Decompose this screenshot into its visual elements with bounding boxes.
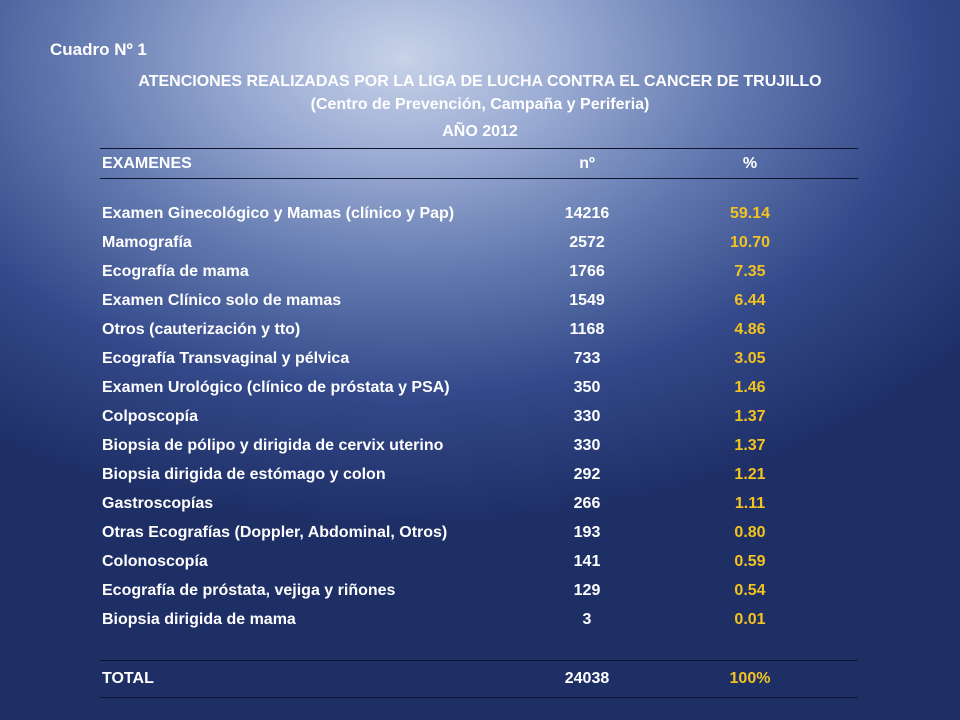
exam-percent: 4.86 (734, 320, 766, 338)
exam-percent: 3.05 (734, 349, 766, 367)
table-row (100, 286, 858, 315)
table-row (100, 199, 858, 228)
table-year: AÑO 2012 (442, 123, 518, 140)
table-row (100, 344, 858, 373)
table-row (100, 489, 858, 518)
table-title: ATENCIONES REALIZADAS POR LA LIGA DE LUCHA CONTRA EL CANCER DE TRUJILLO (138, 73, 822, 90)
exam-name: Examen Clínico solo de mamas (102, 291, 342, 309)
exam-name: Biopsia de pólipo y dirigida de cervix uterino (102, 436, 444, 454)
exam-count: 330 (573, 436, 601, 454)
exam-percent: 1.37 (734, 436, 766, 454)
exam-count: 292 (573, 465, 601, 483)
exam-name: Otros (cauterización y tto) (102, 320, 301, 338)
table-subtitle: (Centro de Prevención, Campaña y Periferia) (310, 96, 650, 113)
exam-count: 2572 (569, 233, 605, 251)
exam-percent: 10.70 (729, 233, 771, 251)
exam-name: Examen Ginecológico y Mamas (clínico y Pap) (102, 204, 455, 222)
table-row (100, 431, 858, 460)
header-exams: EXAMENES (100, 149, 532, 179)
exam-name: Otras Ecografías (Doppler, Abdominal, Otros) (102, 523, 448, 541)
header-percent: % (642, 149, 858, 179)
exam-name: Ecografía de próstata, vejiga y riñones (102, 581, 396, 599)
exam-count: 24038 (532, 661, 642, 698)
exam-count: 1766 (569, 262, 605, 280)
table-row (100, 402, 858, 431)
total-row (100, 661, 858, 698)
exam-name: Biopsia dirigida de mama (102, 610, 296, 628)
table-row (100, 518, 858, 547)
exam-name: TOTAL (100, 661, 532, 698)
exam-percent: 59.14 (729, 204, 771, 222)
exam-count: 350 (573, 378, 601, 396)
exam-name: Ecografía de mama (102, 262, 249, 280)
table-body (100, 179, 858, 698)
exam-name: Colposcopía (102, 407, 199, 425)
exam-count: 129 (573, 581, 601, 599)
exam-count: 193 (573, 523, 601, 541)
exam-count: 266 (573, 494, 601, 512)
exam-name: Ecografía Transvaginal y pélvica (102, 349, 350, 367)
exam-percent: 0.59 (734, 552, 766, 570)
table-row (100, 257, 858, 286)
table-row (100, 228, 858, 257)
exam-count: 733 (573, 349, 601, 367)
spacer-cell (100, 179, 858, 200)
table-row (100, 373, 858, 402)
table-row (100, 460, 858, 489)
table-row (100, 605, 858, 634)
exam-name: Gastroscopías (102, 494, 214, 512)
exam-percent: 0.54 (734, 581, 766, 599)
exam-name: Mamografía (102, 233, 192, 251)
spacer-cell (100, 634, 858, 661)
exam-name: Examen Urológico (clínico de próstata y PSA) (102, 378, 450, 396)
exam-count: 3 (582, 610, 592, 628)
table-row (100, 547, 858, 576)
exam-percent: 6.44 (734, 291, 766, 309)
exam-percent: 100% (642, 661, 858, 698)
table-row (100, 576, 858, 605)
table-row (100, 315, 858, 344)
exam-percent: 0.01 (734, 610, 766, 628)
exam-name: Biopsia dirigida de estómago y colon (102, 465, 386, 483)
exam-count: 141 (573, 552, 601, 570)
spacer-row (100, 634, 858, 661)
table-header-row (100, 149, 858, 179)
exam-percent: 1.21 (734, 465, 766, 483)
header-count: nº (532, 149, 642, 179)
exam-count: 1168 (569, 320, 605, 338)
exam-name: Colonoscopía (102, 552, 208, 570)
table-label: Cuadro Nº 1 (50, 40, 147, 59)
exam-percent: 0.80 (734, 523, 766, 541)
exam-count: 1549 (569, 291, 605, 309)
spacer-row (100, 179, 858, 200)
exam-count: 14216 (564, 204, 610, 222)
exam-percent: 1.37 (734, 407, 766, 425)
exam-count: 330 (573, 407, 601, 425)
exams-table (100, 148, 858, 698)
exam-percent: 1.46 (734, 378, 766, 396)
exam-percent: 7.35 (734, 262, 766, 280)
exam-percent: 1.11 (734, 494, 766, 512)
